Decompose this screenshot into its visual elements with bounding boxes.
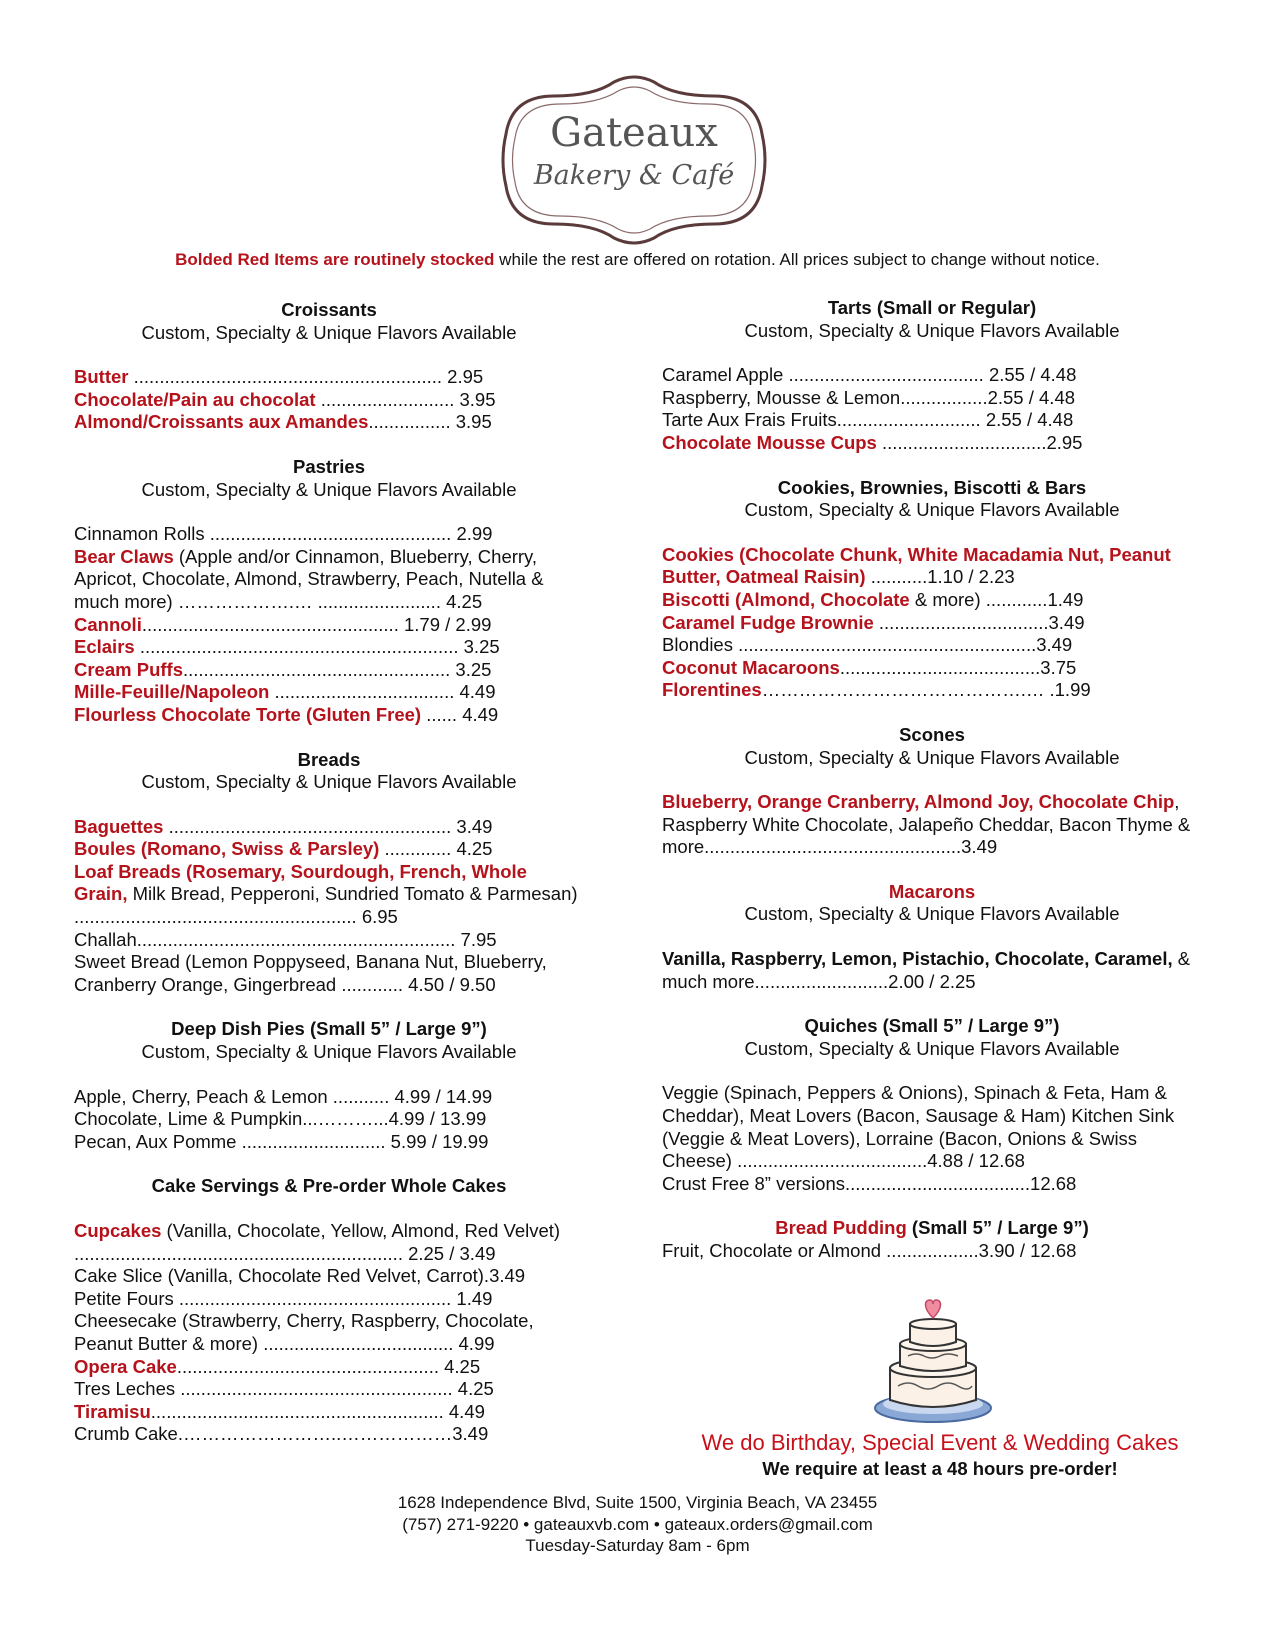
menu-item-text: ................................2.95 <box>876 431 1083 453</box>
notice-rest: while the rest are offered on rotation. All prices subject to change without notice. <box>494 250 1100 269</box>
menu-item-highlight: Bear Claws <box>74 545 174 567</box>
stock-notice <box>0 250 1275 270</box>
menu-item-highlight: Boules (Romano, Swiss & Parsley) <box>74 838 380 860</box>
menu-item <box>74 681 584 704</box>
menu-item-text: Caramel Apple ...................................... 2.55 / 4.48 <box>662 364 1077 386</box>
menu-item <box>74 1401 584 1424</box>
menu-item <box>662 432 1202 455</box>
section-scones <box>662 724 1202 859</box>
menu-item <box>74 929 584 952</box>
menu-item-highlight: Baguettes <box>74 815 164 837</box>
menu-item <box>74 861 584 929</box>
menu-item-text: Sweet Bread (Lemon Poppyseed, Banana Nut, Blueberry, Cranberry Orange, Gingerbread ............ 4.50 / 9.50 <box>74 951 547 995</box>
menu-item-highlight: Mille-Feuille/Napoleon <box>74 681 270 703</box>
footer-contact: (757) 271-9220 • gateauxvb.com • gateaux.orders@gmail.com <box>402 1514 873 1534</box>
menu-item-text: .................................................... 3.25 <box>182 658 492 680</box>
menu-item <box>74 411 584 434</box>
menu-item-highlight: Cookies (Chocolate Chunk, White Macadamia Nut, Peanut Butter, Oatmeal Raisin) <box>662 543 1171 588</box>
menu-item <box>662 634 1202 657</box>
section-cookies <box>662 477 1202 702</box>
menu-item-highlight: Loaf Breads (Rosemary, Sourdough, French, Whole Grain, <box>74 860 527 905</box>
footer <box>0 1492 1275 1557</box>
section-subtitle: Custom, Specialty & Unique Flavors Available <box>744 903 1120 925</box>
menu-item-highlight: Chocolate/Pain au chocolat <box>74 388 316 410</box>
menu-item <box>74 1131 584 1154</box>
menu-item-text: Crumb Cake.……………………..………………3.49 <box>74 1423 489 1445</box>
menu-item-text: .............................................................. 3.25 <box>134 636 500 658</box>
section-macarons <box>662 881 1202 993</box>
menu-item-text: Tres Leches ..................................................... 4.25 <box>74 1378 494 1400</box>
menu-item-text: Chocolate, Lime & Pumpkin...………...4.99 / 13.99 <box>74 1108 487 1130</box>
menu-item-highlight: Caramel Fudge Brownie <box>662 611 874 633</box>
menu-item-text: ............. 4.25 <box>379 838 493 860</box>
section-title <box>662 1217 1202 1240</box>
menu-item <box>74 1423 584 1446</box>
menu-item <box>74 636 584 659</box>
menu-item-text: (Apple and/or Cinnamon, Blueberry, Cherry, Apricot, Chocolate, Almond, Strawberry, Peach, Nutella & much more) ……………….… ........................ 4.25 <box>74 545 544 612</box>
section-subtitle: Custom, Specialty & Unique Flavors Available <box>744 746 1120 768</box>
section-title: Breads <box>297 748 361 770</box>
menu-item <box>662 791 1202 859</box>
menu-item-highlight: Cupcakes <box>74 1220 162 1241</box>
menu-item-text: Fruit, Chocolate or Almond ..................3.90 / 12.68 <box>662 1240 1077 1261</box>
section-title: Quiches (Small 5” / Large 9”) <box>804 1015 1060 1037</box>
section-subtitle: Custom, Specialty & Unique Flavors Available <box>141 1041 517 1063</box>
pudding-title-red: Bread Pudding <box>775 1217 907 1239</box>
menu-item-text: ....................................................... 3.49 <box>163 815 493 837</box>
menu-item <box>74 366 584 389</box>
section-croissants <box>74 299 584 434</box>
menu-item-text: Cake Slice (Vanilla, Chocolate Red Velvet, Carrot).3.49 <box>74 1265 526 1287</box>
menu-item-text: .......................................3.75 <box>839 656 1077 678</box>
wedding-cake-icon <box>868 1296 998 1428</box>
footer-hours: Tuesday-Saturday 8am - 6pm <box>525 1536 750 1555</box>
section-bread-pudding <box>662 1217 1202 1262</box>
section-title: Croissants <box>281 299 377 320</box>
section-subtitle: Custom, Specialty & Unique Flavors Available <box>141 321 517 343</box>
section-title: Cookies, Brownies, Biscotti & Bars <box>777 476 1087 498</box>
menu-item-highlight: Blueberry, Orange Cranberry, Almond Joy, Chocolate Chip <box>662 791 1175 813</box>
menu-item-text: (Vanilla, Chocolate, Yellow, Almond, Red Velvet) ................................................................ 2.25 / 3.49 <box>74 1220 561 1264</box>
menu-item-highlight: Butter <box>74 366 129 388</box>
menu-item-text: & much more..........................2.00 / 2.25 <box>662 948 1191 992</box>
menu-item <box>662 948 1202 993</box>
menu-item-text: Apple, Cherry, Peach & Lemon ........... 4.99 / 14.99 <box>74 1085 493 1107</box>
section-tarts <box>662 297 1202 455</box>
menu-item <box>662 679 1202 702</box>
section-title: Scones <box>899 723 965 745</box>
menu-item-text: Challah.............................................................. 7.95 <box>74 928 497 950</box>
menu-item-text: ...........1.10 / 2.23 <box>865 566 1015 588</box>
menu-item-highlight: Almond/Croissants aux Amandes <box>74 411 369 433</box>
menu-item-highlight: Flourless Chocolate Torte (Gluten Free) <box>74 703 422 725</box>
menu-item-text: .................................3.49 <box>873 611 1085 633</box>
menu-item-highlight: Tiramisu <box>74 1400 151 1422</box>
menu-item-text: Raspberry, Mousse & Lemon.................2.55 / 4.48 <box>662 386 1076 408</box>
section-breads <box>74 749 584 997</box>
menu-item-text: .......................... 3.95 <box>315 388 496 410</box>
menu-item <box>74 1378 584 1401</box>
section-subtitle: Custom, Specialty & Unique Flavors Available <box>744 319 1120 341</box>
menu-item-text: ................ 3.95 <box>368 411 492 433</box>
menu-item-text: Cheesecake (Strawberry, Cherry, Raspberry, Chocolate, Peanut Butter & more) ..................................... 4.99 <box>74 1310 534 1354</box>
menu-item <box>74 1265 584 1288</box>
notice-red: Bolded Red Items are routinely stocked <box>175 250 495 269</box>
menu-item-text: Crust Free 8” versions....................................12.68 <box>662 1172 1077 1194</box>
menu-item-text: ...... 4.49 <box>421 703 499 725</box>
menu-item <box>74 1356 584 1379</box>
menu-item-highlight: Florentines <box>662 679 762 701</box>
footer-address: 1628 Independence Blvd, Suite 1500, Virginia Beach, VA 23455 <box>397 1493 878 1512</box>
menu-item-highlight: Opera Cake <box>74 1355 177 1377</box>
menu-item <box>662 364 1202 387</box>
menu-item-highlight: Cannoli <box>74 613 142 635</box>
menu-item <box>662 589 1202 612</box>
menu-item-text: …………………………………….… .1.99 <box>761 679 1091 701</box>
section-title: Deep Dish Pies (Small 5” / Large 9”) <box>171 1018 487 1040</box>
menu-item <box>74 838 584 861</box>
menu-item-text: .................................................. 1.79 / 2.99 <box>141 613 492 635</box>
menu-item <box>74 389 584 412</box>
menu-item-text: Petite Fours ..................................................... 1.49 <box>74 1287 493 1309</box>
menu-item-highlight: Eclairs <box>74 636 135 658</box>
menu-item <box>74 1086 584 1109</box>
section-title: Cake Servings & Pre-order Whole Cakes <box>151 1175 507 1197</box>
menu-item-text: Blondies ..........................................................3.49 <box>662 634 1073 656</box>
menu-item <box>662 657 1202 680</box>
menu-item <box>74 614 584 637</box>
menu-item-text: & more) ............1.49 <box>909 588 1084 610</box>
section-pies <box>74 1018 584 1153</box>
menu-item-text: ......................................................... 4.49 <box>150 1400 485 1422</box>
menu-item-text: , Raspberry White Chocolate, Jalapeño Cheddar, Bacon Thyme & more..................................................3.49 <box>662 791 1191 858</box>
menu-item <box>662 612 1202 635</box>
menu-item <box>74 704 584 727</box>
section-subtitle: Custom, Specialty & Unique Flavors Available <box>141 771 517 793</box>
promo-preorder: We require at least a 48 hours pre-order! <box>762 1458 1118 1479</box>
logo <box>494 74 774 246</box>
menu-item <box>74 659 584 682</box>
logo-title: Gateaux <box>550 110 718 156</box>
menu-item <box>662 1240 1202 1263</box>
menu-item-text: Veggie (Spinach, Peppers & Onions), Spinach & Feta, Ham & Cheddar), Meat Lovers (Bacon, Sausage & Ham) Kitchen Sink (Veggie & Meat Lovers), Lorraine (Bacon, Onions & Swiss Cheese) .....................................4.88 / 12.68 <box>662 1082 1175 1172</box>
menu-item <box>662 1082 1202 1172</box>
menu-item-highlight: Chocolate Mousse Cups <box>662 431 877 453</box>
menu-item-bold: Vanilla, Raspberry, Lemon, Pistachio, Chocolate, Caramel, <box>662 948 1173 970</box>
right-column <box>662 297 1202 1285</box>
pudding-title-rest: (Small 5” / Large 9”) <box>906 1217 1089 1239</box>
menu-item <box>74 546 584 614</box>
section-cakes <box>74 1175 584 1446</box>
section-subtitle: Custom, Specialty & Unique Flavors Available <box>141 478 517 500</box>
menu-item <box>74 816 584 839</box>
menu-item <box>662 544 1202 589</box>
menu-item <box>662 409 1202 432</box>
menu-item <box>74 523 584 546</box>
menu-item-text: Cinnamon Rolls ............................................... 2.99 <box>74 523 493 545</box>
menu-item-highlight: Cream Puffs <box>74 658 183 680</box>
section-subtitle: Custom, Specialty & Unique Flavors Available <box>744 1037 1120 1059</box>
menu-item <box>74 1220 584 1265</box>
menu-item-text: ................................... 4.49 <box>269 681 496 703</box>
logo-subtitle: Bakery & Café <box>533 160 735 191</box>
menu-item-text: ............................................................ 2.95 <box>128 366 484 388</box>
menu-item-text: Pecan, Aux Pomme ............................ 5.99 / 19.99 <box>74 1130 489 1152</box>
menu-item-text: Milk Bread, Pepperoni, Sundried Tomato & Parmesan) ....................................................... 6.95 <box>74 883 578 928</box>
section-pastries <box>74 456 584 727</box>
section-quiches <box>662 1015 1202 1195</box>
menu-item <box>74 1288 584 1311</box>
menu-item <box>662 387 1202 410</box>
menu-item <box>74 951 584 996</box>
section-title: Tarts (Small or Regular) <box>827 297 1037 318</box>
menu-item-highlight: Coconut Macaroons <box>662 656 840 678</box>
menu-item-text: Tarte Aux Frais Fruits............................ 2.55 / 4.48 <box>662 409 1074 431</box>
left-column <box>74 299 584 1468</box>
promo-cakes: We do Birthday, Special Event & Wedding Cakes <box>701 1430 1179 1455</box>
menu-item <box>74 1108 584 1131</box>
section-subtitle: Custom, Specialty & Unique Flavors Available <box>744 499 1120 521</box>
menu-item-text: ................................................... 4.25 <box>176 1355 481 1377</box>
section-title: Pastries <box>293 455 365 477</box>
menu-item-highlight: Biscotti (Almond, Chocolate <box>662 588 910 610</box>
menu-item <box>74 1310 584 1355</box>
menu-item <box>662 1173 1202 1196</box>
section-title: Macarons <box>888 880 976 902</box>
